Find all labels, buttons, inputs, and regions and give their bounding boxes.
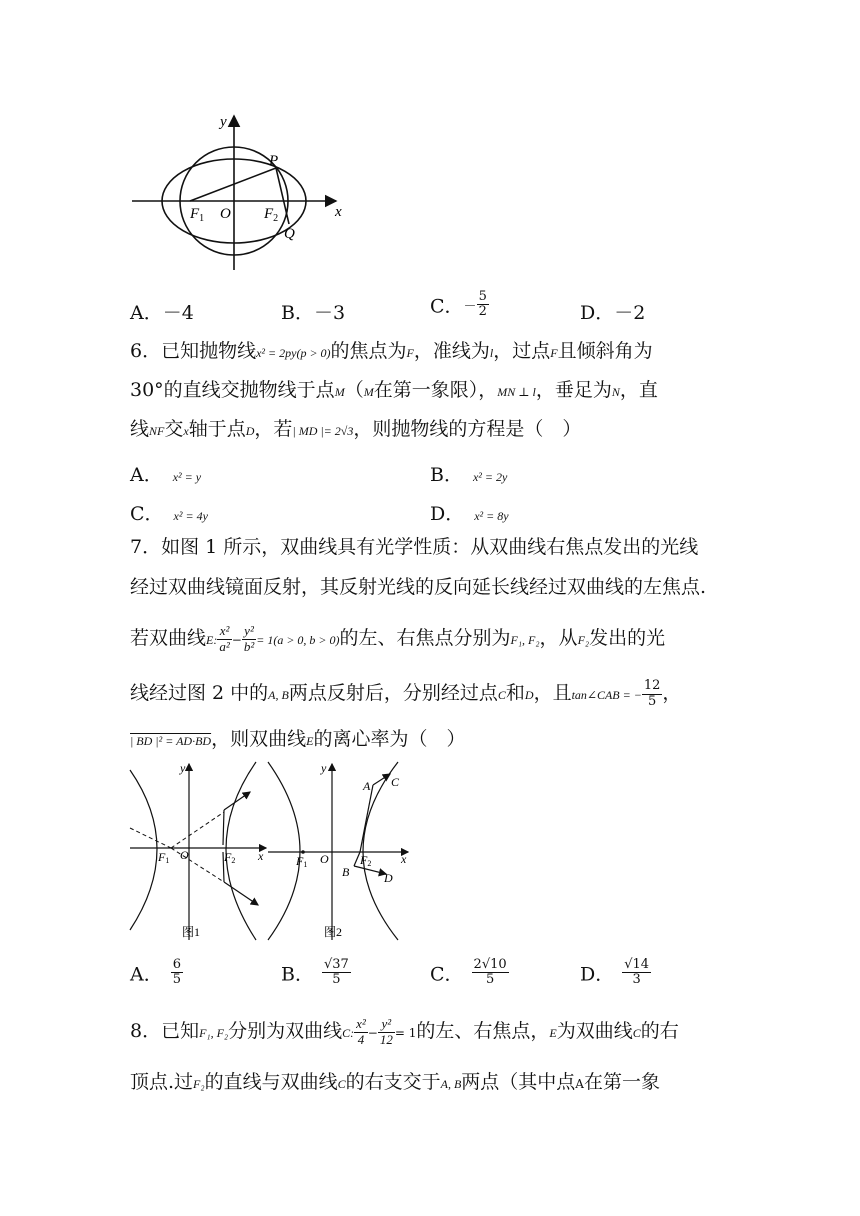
svg-text:F2: F2 (224, 850, 236, 865)
svg-text:F1: F1 (158, 850, 170, 865)
q6-option-a[interactable]: A． x² = y (130, 464, 202, 486)
q6-option-b[interactable]: B． x² = 2y (430, 464, 508, 486)
hyperbola-figures (128, 760, 413, 945)
q7-line-1: 7．如图 1 所示，双曲线具有光学性质：从双曲线右焦点发出的光线 (130, 536, 699, 558)
q7-line-3: 若双曲线E: $\frac{\text{x²}}{\text{a²}}$ − $\frac{\text{y²}}{\text{b²}}$ = 1(a > 0, b > 0)的左、右焦点分别为F₁, F₂，从F₂发出的光 (130, 623, 666, 654)
label-q: Q (284, 226, 295, 242)
svg-text:x: x (401, 852, 407, 866)
q6-line-1: 6．已知抛物线x² = 2py(p > 0)的焦点为F，准线为l，过点F且倾斜角为 (130, 340, 653, 362)
q7-option-a[interactable]: A． $\frac{6}{5}$ (130, 957, 182, 988)
svg-text:y: y (180, 761, 186, 775)
svg-text:y: y (321, 761, 327, 775)
figure-2 (268, 761, 408, 940)
q8-line-2: 顶点.过F₂的直线与双曲线C的右支交于A, B两点（其中点A在第一象 (130, 1071, 660, 1093)
q6-line-3: 线NF交x轴于点D，若| MD |= 2√3，则抛物线的方程是（ ） (130, 418, 582, 440)
q7-line-2: 经过双曲线镜面反射，其反射光线的反向延长线经过双曲线的左焦点. (130, 576, 707, 598)
q7-line-4: 线经过图 2 中的A, B两点反射后，分别经过点C和D，且tan∠CAB = − $\frac{12}{5}$ ， (130, 678, 682, 709)
q7-option-d[interactable]: D． $\frac{√14}{3}$ (580, 957, 650, 988)
q5-option-c-letter: C． (430, 295, 464, 318)
q5-option-b[interactable] (281, 298, 345, 325)
q5-option-b-value: －3 (313, 302, 346, 324)
label-f2: $F_2$ (264, 206, 279, 224)
q5-option-a-letter: A． (130, 302, 163, 324)
label-p: P (269, 153, 279, 169)
q6-option-c[interactable]: C． x² = 4y (130, 503, 208, 525)
ellipse-circle-figure (128, 110, 358, 275)
q5-option-b-letter: B． (281, 302, 314, 324)
q5-option-d-value: －2 (614, 302, 646, 324)
svg-text:F1: F1 (296, 854, 308, 869)
q7-line-5: | BD |² = AD·BD，则双曲线E的离心率为（ ） (130, 728, 466, 750)
svg-text:O: O (180, 848, 189, 862)
fig2-caption: 图2 (324, 925, 343, 939)
q7-option-c[interactable]: C． $\frac{2√10}{5}$ (430, 957, 507, 988)
svg-text:x: x (258, 849, 264, 863)
q5-option-c-fraction: $\frac{5}{2}$ (478, 289, 487, 320)
label-f1: $F_1$ (190, 206, 205, 224)
q7-option-b[interactable]: B． $\frac{√37}{5}$ (281, 957, 349, 988)
fig1-caption: 图1 (182, 925, 201, 939)
q5-option-d-letter: D． (580, 302, 615, 324)
q5-option-a[interactable] (130, 298, 194, 325)
q5-option-a-value: －4 (162, 302, 194, 324)
label-x: x (335, 204, 342, 220)
svg-text:C: C (391, 775, 400, 789)
svg-text:A: A (363, 779, 371, 793)
q6-line-2: 30°的直线交抛物线于点M（M在第一象限），MN ⊥ l，垂足为N，直 (130, 379, 658, 401)
label-o: O (220, 206, 231, 222)
figure-1 (130, 761, 266, 940)
svg-text:O: O (320, 852, 329, 866)
q5-option-d[interactable] (580, 298, 645, 325)
q5-option-c-sign: － (463, 299, 477, 315)
svg-text:D: D (384, 871, 393, 885)
svg-text:B: B (342, 865, 350, 879)
segment-f1-p (190, 168, 276, 201)
svg-text:F2: F2 (360, 853, 372, 868)
q8-line-1: 8．已知F₁, F₂分别为双曲线C: $\frac{\text{x²}}{4}$ − $\frac{\text{y²}}{12}$ = 1的左、右焦点，E为双曲线C的右 (130, 1016, 679, 1047)
label-y: y (220, 114, 227, 130)
q6-option-d[interactable]: D． x² = 8y (430, 503, 509, 525)
q5-option-c[interactable] (430, 290, 489, 320)
